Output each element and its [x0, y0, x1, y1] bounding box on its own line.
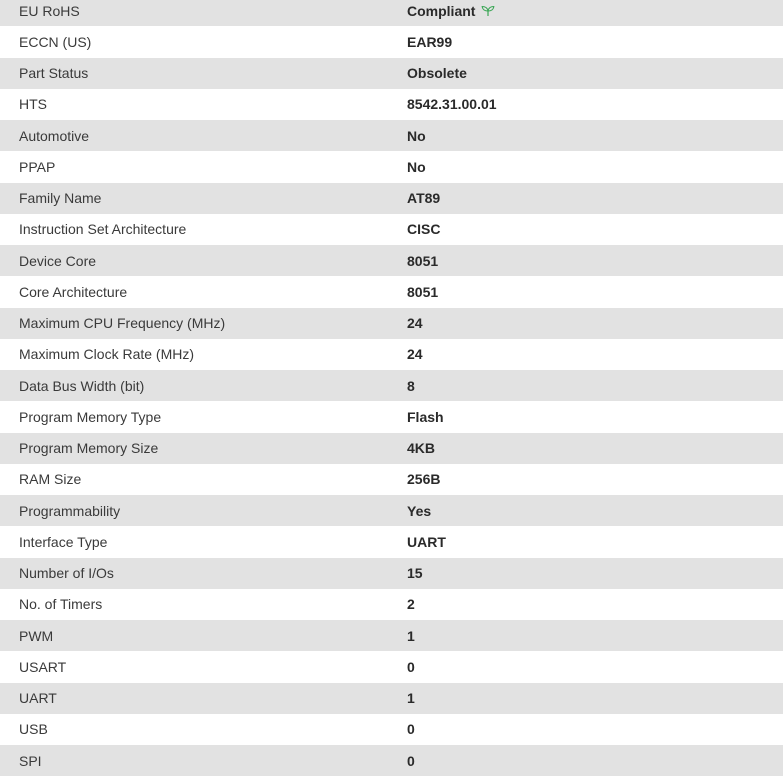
- spec-value: No: [407, 120, 783, 151]
- spec-row-eu-rohs: [0, 0, 783, 26]
- spec-row-pwm: [0, 620, 783, 651]
- spec-value: 256B: [407, 464, 783, 495]
- spec-value-text: Compliant: [407, 2, 476, 19]
- spec-row-instruction-set: [0, 214, 783, 245]
- leaf-icon: [481, 5, 495, 17]
- spec-value: Yes: [407, 495, 783, 526]
- spec-value: Obsolete: [407, 58, 783, 89]
- spec-label: UART: [0, 683, 407, 714]
- spec-label: Core Architecture: [0, 276, 407, 307]
- spec-label: USART: [0, 651, 407, 682]
- spec-value: 8: [407, 370, 783, 401]
- spec-label: USB: [0, 714, 407, 745]
- spec-value: 8542.31.00.01: [407, 89, 783, 120]
- spec-value: 24: [407, 339, 783, 370]
- spec-label: No. of Timers: [0, 589, 407, 620]
- spec-row-max-clock-rate: [0, 339, 783, 370]
- spec-label: Program Memory Size: [0, 433, 407, 464]
- spec-value: 15: [407, 558, 783, 589]
- spec-value: 0: [407, 714, 783, 745]
- spec-value: EAR99: [407, 26, 783, 57]
- spec-row-number-of-ios: [0, 558, 783, 589]
- spec-value: AT89: [407, 183, 783, 214]
- spec-label: Data Bus Width (bit): [0, 370, 407, 401]
- spec-row-device-core: [0, 245, 783, 276]
- spec-row-automotive: [0, 120, 783, 151]
- spec-label: RAM Size: [0, 464, 407, 495]
- spec-value: 0: [407, 745, 783, 776]
- spec-row-ppap: [0, 151, 783, 182]
- spec-row-usart: [0, 651, 783, 682]
- spec-row-ram-size: [0, 464, 783, 495]
- spec-label: Device Core: [0, 245, 407, 276]
- spec-label: Interface Type: [0, 526, 407, 557]
- spec-label: EU RoHS: [0, 0, 407, 26]
- spec-label: PWM: [0, 620, 407, 651]
- spec-label: Number of I/Os: [0, 558, 407, 589]
- spec-value: 8051: [407, 245, 783, 276]
- spec-row-timers: [0, 589, 783, 620]
- spec-row-program-memory-size: [0, 433, 783, 464]
- spec-label: Program Memory Type: [0, 401, 407, 432]
- spec-row-program-memory-type: [0, 401, 783, 432]
- spec-label: SPI: [0, 745, 407, 776]
- spec-value: Flash: [407, 401, 783, 432]
- spec-row-eccn: [0, 26, 783, 57]
- spec-row-programmability: [0, 495, 783, 526]
- spec-row-max-cpu-frequency: [0, 308, 783, 339]
- spec-value: UART: [407, 526, 783, 557]
- spec-row-family-name: [0, 183, 783, 214]
- spec-value: 1: [407, 620, 783, 651]
- spec-label: Family Name: [0, 183, 407, 214]
- spec-value: 0: [407, 651, 783, 682]
- spec-value: [407, 0, 783, 26]
- spec-value: 24: [407, 308, 783, 339]
- spec-row-part-status: [0, 58, 783, 89]
- spec-value: 2: [407, 589, 783, 620]
- spec-row-hts: [0, 89, 783, 120]
- spec-row-uart: [0, 683, 783, 714]
- spec-label: Part Status: [0, 58, 407, 89]
- spec-value: 1: [407, 683, 783, 714]
- spec-row-core-architecture: [0, 276, 783, 307]
- spec-label: HTS: [0, 89, 407, 120]
- spec-label: Programmability: [0, 495, 407, 526]
- spec-label: Automotive: [0, 120, 407, 151]
- spec-value: 4KB: [407, 433, 783, 464]
- spec-value: CISC: [407, 214, 783, 245]
- spec-label: Instruction Set Architecture: [0, 214, 407, 245]
- spec-row-interface-type: [0, 526, 783, 557]
- spec-value: 8051: [407, 276, 783, 307]
- spec-label: PPAP: [0, 151, 407, 182]
- spec-label: Maximum Clock Rate (MHz): [0, 339, 407, 370]
- spec-value: No: [407, 151, 783, 182]
- spec-row-spi: [0, 745, 783, 776]
- spec-label: ECCN (US): [0, 26, 407, 57]
- spec-row-usb: [0, 714, 783, 745]
- spec-row-data-bus-width: [0, 370, 783, 401]
- spec-label: Maximum CPU Frequency (MHz): [0, 308, 407, 339]
